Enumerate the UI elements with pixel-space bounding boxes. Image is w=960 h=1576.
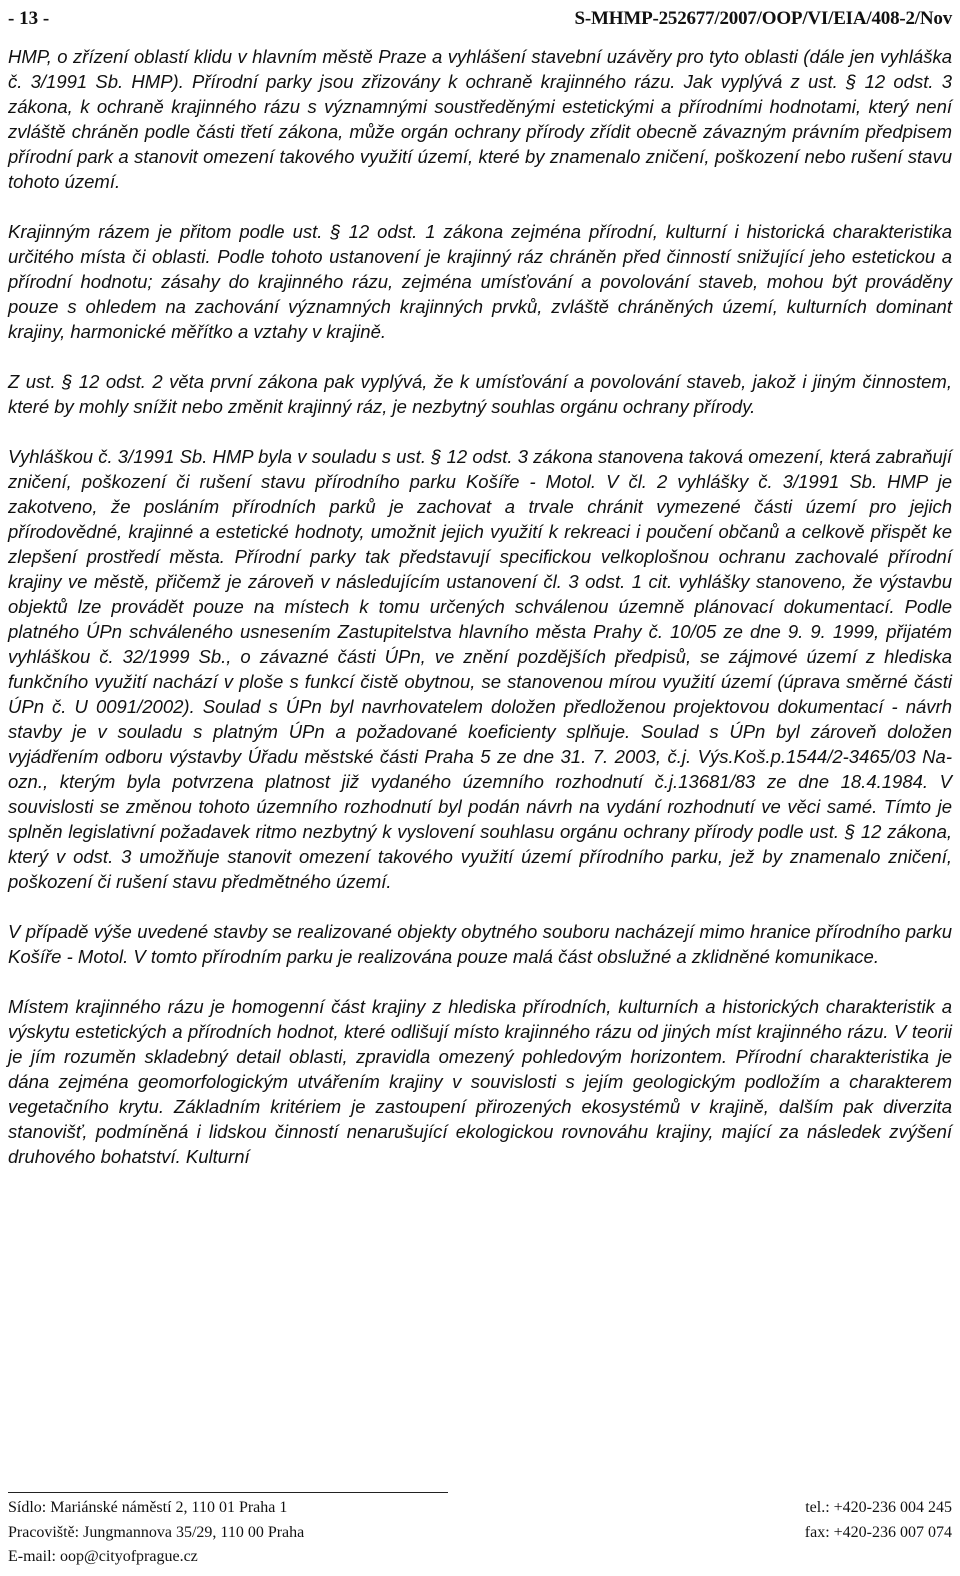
footer-contact-left [8, 1496, 304, 1570]
footer-email[interactable]: E-mail: oop@cityofprague.cz [8, 1548, 198, 1565]
paragraph: Místem krajinného rázu je homogenní část krajiny z hlediska přírodních, kulturních a historických charakteristik a výskytu estetických a přírodních hodnot, které odlišují místo krajinného rázu od jiných míst krajinného rázu. V teorii je jím rozuměn skladebný detail oblasti, zpravidla omezený pohledovým horizontem. Přírodní charakteristika je dána zejména geomorfologickým utvářením krajiny v souvislosti s jejím geologickým podložím a charakterem vegetačního krytu. Základním kritériem je zastoupení přirozených ekosystémů v krajině, dalším pak diverzita stanovišť, podmíněná i lidskou činností nenarušující ekologickou rovnováhu krajiny, mající za následek zvýšení druhového bohatství. Kulturní [8, 996, 952, 1167]
paragraph: HMP, o zřízení oblastí klidu v hlavním městě Praze a vyhlášení stavební uzávěry pro tyto oblasti (dále jen vyhláška č. 3/1991 Sb. HMP). Přírodní parky jsou zřizovány k ochraně krajinného rázu. Jak vyplývá z ust. § 12 odst. 3 zákona, k ochraně krajinného rázu s významnými soustředěnými estetickými a přírodními hodnotami, který není zvláště chráněn podle části třetí zákona, může orgán ochrany přírody zřídit obecně závazným právním předpisem přírodní park a stanovit omezení takového využití území, které by znamenalo zničení, poškození nebo rušení stavu tohoto území. [8, 46, 952, 192]
document-body [8, 44, 952, 1194]
document-reference: S-MHMP-252677/2007/OOP/VI/EIA/408-2/Nov [574, 8, 952, 29]
footer-contact-right [805, 1496, 952, 1545]
footer-phone: tel.: +420-236 004 245 [805, 1499, 952, 1516]
footer-address: Sídlo: Mariánské náměstí 2, 110 01 Praha 1 [8, 1499, 288, 1516]
paragraph: V případě výše uvedené stavby se realizované objekty obytného souboru nacházejí mimo hranice přírodního parku Košíře - Motol. V tomto přírodním parku je realizována pouze malá část obslužné a zklidněné komunikace. [8, 921, 952, 967]
paragraph: Vyhláškou č. 3/1991 Sb. HMP byla v souladu s ust. § 12 odst. 3 zákona stanovena taková omezení, která zabraňují zničení, poškození či rušení stavu přírodního parku Košíře - Motol. V čl. 2 vyhlášky č. 3/1991 Sb. HMP je zakotveno, že posláním přírodních parků je zachovat a trvale chránit vymezené části území pro jejich přírodovědné, krajinné a estetické hodnoty, umožnit jejich využití k rekreaci i poučení občanů a celkově přispět ke zlepšení prostředí města. Přírodní parky tak představují specifickou velkoplošnou ochranu zachovalé přírodní krajiny ve městě, přičemž je zároveň v následujícím ustanovení čl. 3 odst. 1 cit. vyhlášky stanoveno, že výstavbu objektů lze provádět pouze na místech k tomu určených schválenou územně plánovací dokumentací. Podle platného ÚPn schváleného usnesením Zastupitelstva hlavního města Prahy č. 10/05 ze dne 9. 9. 1999, přijatém vyhláškou č. 32/1999 Sb., o závazné části ÚPn, ve znění pozdějších předpisů, se zájmové území z hlediska funkčního využití nachází v ploše s funkcí čistě obytnou, se stanovenou mírou využití území (úprava směrné části ÚPn č. U 0091/2002). Soulad s ÚPn byl navrhovatelem doložen předloženou projektovou dokumentací - návrh stavby je v souladu s platným ÚPn a požadované koeficienty splňuje. Soulad s ÚPn byl zároveň doložen vyjádřením odboru výstavby Úřadu městské části Praha 5 ze dne 31. 7. 2003, č.j. Výs.Koš.p.1544/2-3465/03 Na-ozn., kterým byla potvrzena platnost již vydaného územního rozhodnutí č.j.13681/83 ze dne 18.4.1984. V souvislosti se změnou tohoto územního rozhodnutí byl podán návrh na vydání rozhodnutí ve věci samé. Tímto je splněn legislativní požadavek ritmo nezbytný k vyslovení souhlasu orgánu ochrany přírody podle ust. § 12 zákona, který v odst. 3 umožňuje stanovit omezení takového využití území přírodního parku, jež by znamenalo zničení, poškození či rušení stavu předmětného území. [8, 446, 952, 892]
page-header [8, 8, 952, 38]
footer-divider [8, 1492, 448, 1493]
page-number: - 13 - [8, 8, 50, 29]
footer-workplace: Pracoviště: Jungmannova 35/29, 110 00 Praha [8, 1523, 305, 1541]
paragraph: Krajinným rázem je přitom podle ust. § 12 odst. 1 zákona zejména přírodní, kulturní i historická charakteristika určitého místa či oblasti. Podle tohoto ustanovení je krajinný ráz chráněn před činností snižující jeho estetickou a přírodní hodnotu; zásahy do krajinného rázu, zejména umísťování a povolování staveb, mohou být prováděny pouze s ohledem na zachování významných krajinných prvků, zvláště chráněných území, kulturních dominant krajiny, harmonické měřítko a vztahy v krajině. [8, 221, 952, 342]
footer-fax: fax: +420-236 007 074 [804, 1523, 952, 1541]
paragraph: Z ust. § 12 odst. 2 věta první zákona pak vyplývá, že k umísťování a povolování staveb, jakož i jiným činnostem, které by mohly snížit nebo změnit krajinný ráz, je nezbytný souhlas orgánu ochrany přírody. [8, 371, 952, 417]
